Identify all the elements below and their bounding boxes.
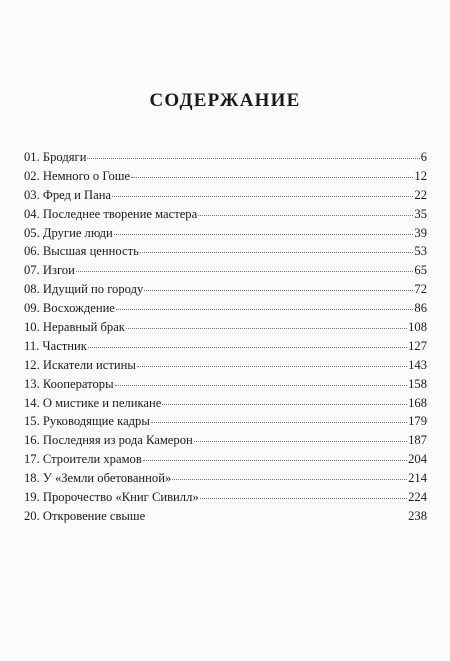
dot-leader xyxy=(112,196,413,197)
toc-entry xyxy=(24,394,427,413)
toc-entry-title: 01. Бродяги xyxy=(24,150,87,164)
table-of-contents xyxy=(24,148,427,526)
dot-leader xyxy=(144,290,413,291)
toc-entry-page-number: 127 xyxy=(408,338,427,353)
toc-entry-page-number: 72 xyxy=(414,282,427,297)
toc-entry-page-number: 53 xyxy=(414,244,427,259)
toc-entry xyxy=(24,431,427,450)
toc-entry-title: 05. Другие люди xyxy=(24,225,113,240)
toc-entry-title: 20. Откровение свыше xyxy=(24,508,146,523)
toc-entry xyxy=(24,261,427,280)
toc-entry-page-number: 65 xyxy=(414,263,427,278)
toc-entry xyxy=(24,299,427,318)
toc-entry xyxy=(24,318,427,337)
toc-entry xyxy=(24,488,427,507)
toc-entry-title: 06. Высшая ценность xyxy=(24,244,139,259)
dot-leader xyxy=(172,479,407,480)
toc-entry xyxy=(24,280,427,299)
dot-leader xyxy=(200,498,407,499)
dot-leader xyxy=(194,441,407,442)
toc-entry-title: 12. Искатели истины xyxy=(24,357,136,372)
toc-entry-page-number: 35 xyxy=(414,206,427,221)
toc-entry-page-number: 179 xyxy=(408,414,427,429)
toc-entry xyxy=(24,242,427,261)
page-title: СОДЕРЖАНИЕ xyxy=(149,90,301,111)
toc-entry-page-number: 238 xyxy=(408,508,427,523)
toc-entry-title: 17. Строители храмов xyxy=(24,452,142,467)
toc-entry xyxy=(24,337,427,356)
dot-leader xyxy=(87,158,419,159)
dot-leader xyxy=(88,347,407,348)
dot-leader xyxy=(115,385,408,386)
toc-entry-page-number: 86 xyxy=(414,301,427,316)
toc-entry xyxy=(24,224,427,243)
toc-entry-title: 18. У «Земли обетованной» xyxy=(24,471,172,486)
dot-leader xyxy=(114,234,414,235)
toc-entry xyxy=(24,205,427,224)
toc-entry-title: 10. Неравный брак xyxy=(24,320,125,335)
dot-leader xyxy=(116,309,414,310)
dot-leader xyxy=(162,404,407,405)
toc-entry xyxy=(24,186,427,205)
toc-entry xyxy=(24,469,427,488)
dot-leader xyxy=(198,215,413,216)
toc-entry xyxy=(24,167,427,186)
dot-leader xyxy=(131,177,413,178)
toc-entry xyxy=(24,356,427,375)
toc-entry-title: 09. Восхождение xyxy=(24,301,115,316)
toc-entry-page-number: 158 xyxy=(408,376,427,391)
toc-entry xyxy=(24,148,427,167)
toc-entry-page-number: 39 xyxy=(414,225,427,240)
toc-entry-title: 11. Частник xyxy=(24,338,87,353)
toc-entry-title: 14. О мистике и пеликане xyxy=(24,395,162,410)
toc-entry-page-number: 168 xyxy=(408,395,427,410)
toc-entry-page-number: 204 xyxy=(408,452,427,467)
toc-entry-title: 04. Последнее творение мастера xyxy=(24,206,198,221)
toc-entry-title: 08. Идущий по городу xyxy=(24,282,144,297)
toc-entry-title: 19. Пророчество «Книг Сивилл» xyxy=(24,490,199,505)
toc-entry xyxy=(24,450,427,469)
dot-leader xyxy=(143,460,407,461)
dot-leader xyxy=(140,252,414,253)
toc-entry xyxy=(24,375,427,394)
toc-entry-page-number: 22 xyxy=(414,187,427,202)
toc-entry-title: 16. Последняя из рода Камерон xyxy=(24,433,193,448)
dot-leader xyxy=(76,271,414,272)
toc-entry-title: 15. Руководящие кадры xyxy=(24,414,150,429)
toc-entry-page-number: 143 xyxy=(408,357,427,372)
dot-leader xyxy=(137,366,407,367)
toc-entry-page-number: 224 xyxy=(408,490,427,505)
toc-entry-page-number: 214 xyxy=(408,471,427,486)
toc-entry-page-number: 187 xyxy=(408,433,427,448)
toc-entry xyxy=(24,507,427,526)
toc-entry-page-number: 108 xyxy=(408,320,427,335)
toc-entry-page-number: 12 xyxy=(414,168,427,183)
toc-entry-title: 13. Кооператоры xyxy=(24,376,114,391)
toc-entry xyxy=(24,412,427,431)
dot-leader xyxy=(126,328,407,329)
toc-entry-title: 03. Фред и Пана xyxy=(24,187,112,202)
toc-entry-title: 02. Немного о Гоше xyxy=(24,168,131,183)
toc-entry-page-number: 6 xyxy=(420,150,427,164)
dot-leader xyxy=(151,422,407,423)
toc-entry-title: 07. Изгои xyxy=(24,263,75,278)
